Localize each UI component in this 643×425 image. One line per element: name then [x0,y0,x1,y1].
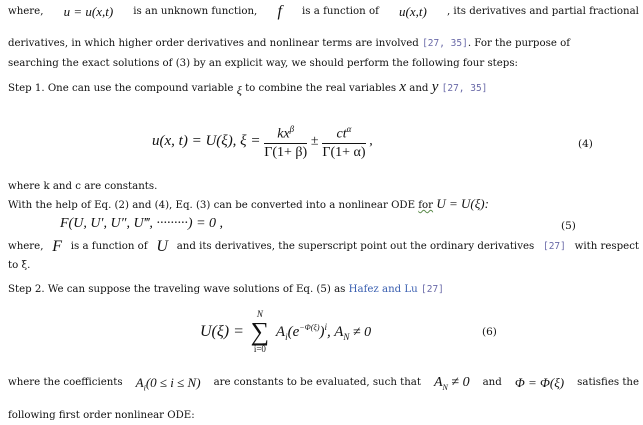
paragraph-line-9: to ξ. [8,260,31,271]
paragraph-line-12: following first order nonlinear ODE: [8,410,195,421]
math-xi: ξ [236,83,242,97]
equation-number-5: (5) [561,220,576,232]
citation[interactable]: [27, 35] [422,38,468,49]
citation[interactable]: [27] [542,241,566,252]
math-f: f [277,3,282,20]
equation-5: F(U, U′, U″, U‴, ·········) = 0 , [60,216,224,231]
paragraph-line-8: where, F is a function of U and its derivatives, the superscript point out the ordinary derivatives [27] with respect [8,238,639,255]
equation-number-6: (6) [482,326,497,338]
paragraph-line-2: derivatives, in which higher order derivatives and nonlinear terms are involved [27, 35]. For the purpose of [8,38,570,49]
equation-6: U(ξ) = N ∑ i=0 $A_i(e^{-\Phi(\xi)})^i$, $A_N \ne 0$ [200,309,372,354]
paragraph-line-1: where, u = u(x,t) is an unknown function, f is a function of u(x,t) , its derivatives and partial fractional [8,3,639,20]
citation[interactable]: [27, 35] [441,83,488,94]
math-x: x [399,79,407,95]
fraction-ct: $\frac{ct^\alpha}{\Gamma(1+ \alpha)}$ [322,121,365,162]
paragraph-line-3: searching the exact solutions of (3) by an explicit way, we should perform the following four steps: [8,58,518,69]
paragraph-line-6: With the help of Eq. (2) and (4), Eq. (3) can be converted into a nonlinear ODE for U = U(ξ): [8,196,489,211]
math-u-definition: u = u(x,t) [63,4,114,19]
step-2-heading: Step 2. We can suppose the traveling wave solutions of Eq. (5) as Hafez and Lu [27] [8,284,444,295]
summation-sign: N ∑ i=0 [250,309,270,354]
hafez-lu-link[interactable]: Hafez and Lu [348,284,418,295]
paragraph-line-5: where k and c are constants. [8,181,158,192]
math-y: y [431,79,439,95]
step-1-heading: Step 1. One can use the compound variable ξ to combine the real variables x and y [27, 35] [8,79,488,97]
equation-4: u(x, t) = U(ξ), ξ = $\frac{kx^\beta}{\Gamma(1+ \beta)}$ ± $\frac{ct^\alpha}{\Gamma(1+ \alpha)}$ , [152,121,373,162]
citation[interactable]: [27] [421,284,444,295]
equation-number-4: (4) [578,138,593,150]
fraction-kx: $\frac{kx^\beta}{\Gamma(1+ \beta)}$ [264,121,307,162]
paragraph-line-11: where the coefficients $A_i(0 \le i \le N)$ are constants to be evaluated, such that $A_N \ne 0$ and Φ = Φ(ξ) satisfies the [8,375,639,393]
math-u-arg: u(x,t) [399,4,427,19]
